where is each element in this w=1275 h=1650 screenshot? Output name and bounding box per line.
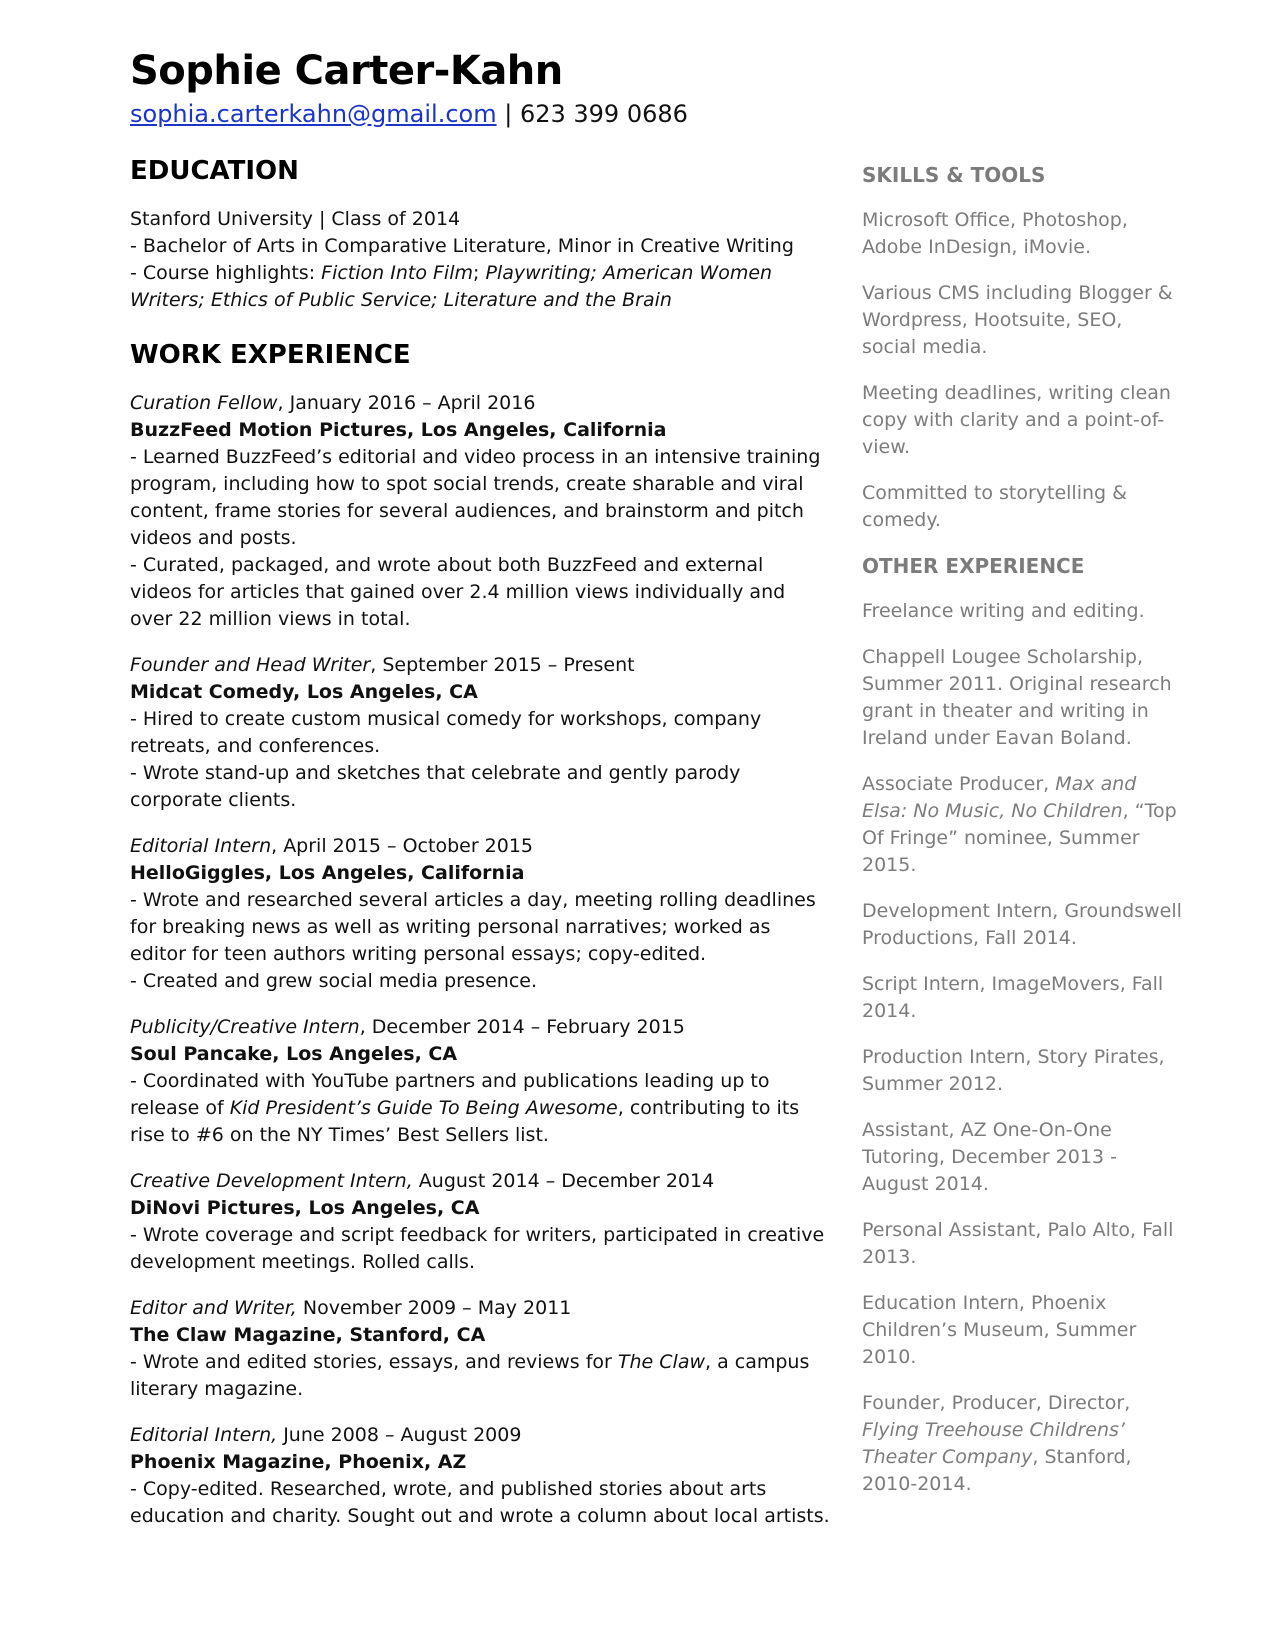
job-dates: , January 2016 – April 2016 [277,392,536,414]
highlights-prefix: - Course highlights: [130,262,322,284]
job-title-line [130,1014,830,1041]
other-item-text: Associate Producer, [862,773,1056,795]
job-entry [130,833,830,995]
job-role: Editorial Intern, [130,1424,278,1446]
bullet-text: - Coordinated with YouTube partners and publications leading up to release of [130,1070,770,1119]
education-section [130,206,830,314]
course-fiction-into-film: Fiction Into Film [321,262,473,284]
job-company: Soul Pancake, Los Angeles, CA [130,1043,458,1065]
magazine-title: The Claw [617,1351,705,1373]
job-entry [130,1422,830,1530]
book-title: Kid President’s Guide To Being Awesome [229,1097,618,1119]
email-link[interactable]: sophia.carterkahn@gmail.com [130,100,497,128]
job-dates: November 2009 – May 2011 [296,1297,572,1319]
contact-line [130,100,688,128]
job-bullet: - Copy-edited. Researched, wrote, and published stories about arts education and charity. Sought out and wrote a column about local artists. [130,1478,830,1527]
production-title: Max and Elsa: No Music, No Children [862,773,1137,822]
job-bullet: - Learned BuzzFeed’s editorial and video process in an intensive training program, including how to spot social trends, create sharable and viral content, frame stories for several audiences, and brainstorm and pitch videos and posts. [130,446,821,549]
education-highlights [130,260,830,314]
job-entry [130,1168,830,1276]
resume-name: Sophie Carter-Kahn [130,48,563,94]
job-title-line [130,1422,830,1449]
job-bullet [130,1068,830,1149]
job-bullet: - Wrote coverage and script feedback for writers, participated in creative development meetings. Rolled calls. [130,1224,825,1273]
other-item-text: , “Top Of Fringe” nominee, Summer 2015. [862,800,1177,876]
job-bullet: - Hired to create custom musical comedy for workshops, company retreats, and conferences. [130,708,762,757]
phone-number: 623 399 0686 [519,100,688,128]
job-dates: , December 2014 – February 2015 [359,1016,685,1038]
job-title-line [130,1168,830,1195]
job-role: Editor and Writer, [130,1297,297,1319]
job-role: Creative Development Intern, [130,1170,413,1192]
job-title-line [130,833,830,860]
job-title-line [130,390,830,417]
education-heading: EDUCATION [130,156,299,186]
job-title-line [130,652,830,679]
other-item: Personal Assistant, Palo Alto, Fall 2013. [862,1219,1174,1268]
job-entry [130,1014,830,1149]
job-role: Founder and Head Writer [130,654,371,676]
job-company: Phoenix Magazine, Phoenix, AZ [130,1451,467,1473]
bullet-text: - Wrote and edited stories, essays, and reviews for [130,1351,618,1373]
other-item: Freelance writing and editing. [862,600,1145,622]
job-entry [130,390,830,633]
other-item: Assistant, AZ One-On-One Tutoring, December 2013 - August 2014. [862,1119,1117,1195]
highlights-sep: ; [473,262,486,284]
job-company: DiNovi Pictures, Los Angeles, CA [130,1197,480,1219]
job-dates: June 2008 – August 2009 [277,1424,522,1446]
job-company: HelloGiggles, Los Angeles, California [130,862,525,884]
job-role: Curation Fellow [130,392,278,414]
bullet-text: , a campus literary magazine. [130,1351,810,1400]
job-company: The Claw Magazine, Stanford, CA [130,1324,486,1346]
skill-item: Committed to storytelling & comedy. [862,482,1127,531]
other-experience-heading: OTHER EXPERIENCE [862,554,1085,578]
skills-heading: SKILLS & TOOLS [862,163,1046,187]
job-company: BuzzFeed Motion Pictures, Los Angeles, California [130,419,667,441]
other-item-text: , Stanford, 2010-2014. [862,1446,1132,1495]
skill-item: Various CMS including Blogger & Wordpress, Hootsuite, SEO, social media. [862,282,1173,358]
job-bullet: - Wrote and researched several articles a day, meeting rolling deadlines for breaking news as well as writing personal narratives; worked as editor for teen authors writing personal essays; copy-edited. [130,889,816,965]
other-item: Script Intern, ImageMovers, Fall 2014. [862,973,1164,1022]
job-company: Midcat Comedy, Los Angeles, CA [130,681,478,703]
other-item: Production Intern, Story Pirates, Summer 2012. [862,1046,1165,1095]
job-bullet: - Created and grew social media presence. [130,970,538,992]
contact-separator: | [496,100,520,128]
other-item [862,1390,1182,1498]
other-item: Education Intern, Phoenix Children’s Museum, Summer 2010. [862,1292,1137,1368]
skill-item: Meeting deadlines, writing clean copy with clarity and a point-of-view. [862,382,1171,458]
education-degree: - Bachelor of Arts in Comparative Literature, Minor in Creative Writing [130,235,794,257]
course-list: Playwriting; American Women Writers; Ethics of Public Service; Literature and the Brain [130,262,773,311]
main-column [130,155,830,1549]
other-item [862,771,1182,879]
education-school: Stanford University | Class of 2014 [130,208,461,230]
other-item: Development Intern, Groundswell Productions, Fall 2014. [862,900,1182,949]
job-dates: , April 2015 – October 2015 [271,835,534,857]
skill-item: Microsoft Office, Photoshop, Adobe InDesign, iMovie. [862,209,1128,258]
bullet-text: , contributing to its rise to #6 on the NY Times’ Best Sellers list. [130,1097,800,1146]
job-entry [130,1295,830,1403]
job-bullet: - Curated, packaged, and wrote about both BuzzFeed and external videos for articles that gained over 2.4 million views individually and over 22 million views in total. [130,554,786,630]
job-role: Editorial Intern [130,835,272,857]
other-item-text: Founder, Producer, Director, [862,1392,1131,1414]
job-bullet: - Wrote stand-up and sketches that celebrate and gently parody corporate clients. [130,762,741,811]
company-title: Flying Treehouse Childrens’ Theater Company [862,1419,1125,1468]
work-heading: WORK EXPERIENCE [130,340,411,370]
job-dates: August 2014 – December 2014 [412,1170,715,1192]
job-entry [130,652,830,814]
job-dates: , September 2015 – Present [370,654,635,676]
job-bullet [130,1349,830,1403]
other-item: Chappell Lougee Scholarship, Summer 2011. Original research grant in theater and writing in Ireland under Eavan Boland. [862,646,1172,749]
job-role: Publicity/Creative Intern [130,1016,360,1038]
job-title-line [130,1295,830,1322]
sidebar-column [862,162,1182,1517]
